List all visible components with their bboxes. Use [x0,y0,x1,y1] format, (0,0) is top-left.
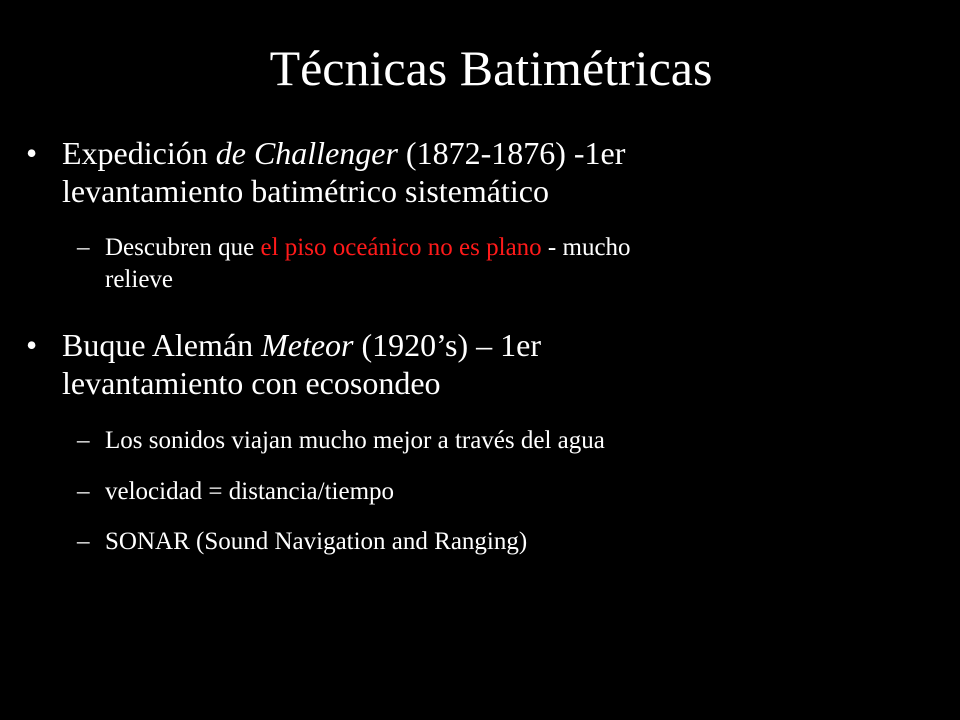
slide-title: Técnicas Batimétricas [269,40,713,96]
bullet-text-italic: de Challenger [215,135,398,171]
bullet-text-start: Expedición [62,135,216,171]
bullet-text [62,134,922,210]
bullet-line-1 [62,326,922,364]
bullet-icon: • [26,327,38,363]
sub-bullet-text: SONAR (Sound Navigation and Ranging) [105,528,528,555]
bullet-line-2: levantamiento batimétrico sistemático [62,173,549,209]
bullet-icon: • [26,135,38,171]
sub-text-end: - mucho [541,234,631,261]
dash-icon: – [77,427,90,454]
dash-icon: – [77,528,90,555]
bullet-text-start: Buque Alemán [62,327,262,363]
bullet-line-2: levantamiento con ecosondeo [62,365,441,401]
bullet-text-italic: Meteor [261,327,354,363]
sub-line-2: relieve [105,266,174,293]
sub-line-1 [105,232,875,264]
sub-bullet-text: Los sonidos viajan mucho mejor a través del agua [105,427,605,454]
sub-bullet-text [105,232,875,296]
bullet-text-end: (1920’s) – 1er [353,327,541,363]
dash-icon: – [77,234,90,261]
sub-text-highlight: el piso oceánico no es plano [260,234,542,261]
sub-text-start: Descubren que [105,234,261,261]
bullet-text [62,326,922,402]
dash-icon: – [77,478,90,505]
sub-bullet-text: velocidad = distancia/tiempo [105,478,395,505]
bullet-text-end: (1872-1876) -1er [397,135,626,171]
bullet-line-1 [62,134,922,172]
